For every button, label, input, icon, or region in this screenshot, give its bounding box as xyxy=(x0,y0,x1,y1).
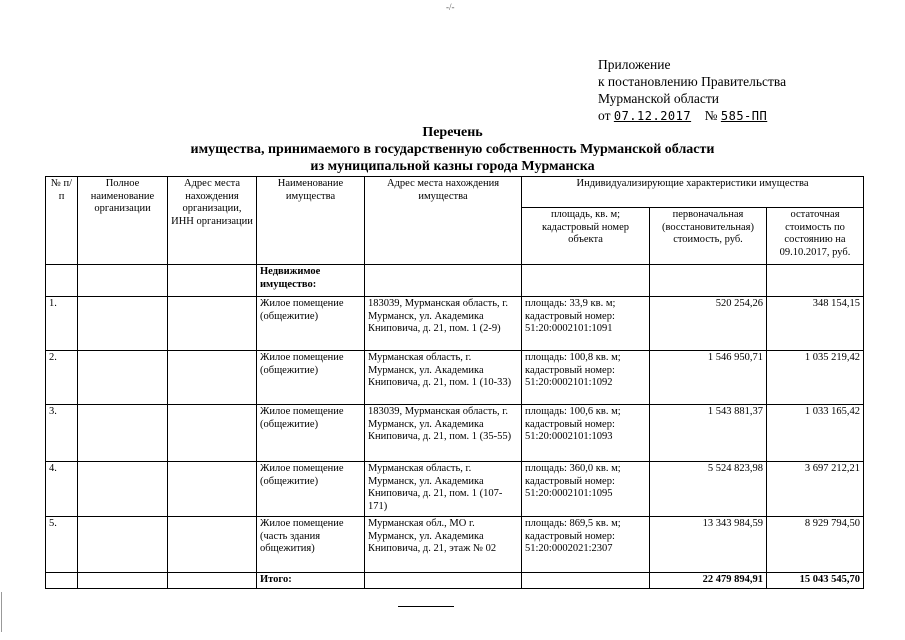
appendix-date-line xyxy=(598,107,786,125)
row-area: площадь: 869,5 кв. м; кадастровый номер: 51:20:0002021:2307 xyxy=(522,517,650,573)
row-property-name: Жилое помещение (общежитие) xyxy=(257,405,365,462)
row-residual-cost: 348 154,15 xyxy=(767,297,864,351)
scan-edge-mark xyxy=(1,592,2,632)
header-org-name: Полное наименование организации xyxy=(78,177,168,265)
row-property-name: Жилое помещение (общежитие) xyxy=(257,297,365,351)
title-line-1: Перечень xyxy=(422,125,483,140)
total-row xyxy=(46,573,864,589)
header-org-address: Адрес места нахождения организации, ИНН организации xyxy=(168,177,257,265)
row-property-address: Мурманская обл., МО г. Мурманск, ул. Академика Книповича, д. 21, этаж № 02 xyxy=(365,517,522,573)
row-area: площадь: 360,0 кв. м; кадастровый номер: 51:20:0002101:1095 xyxy=(522,462,650,517)
total-label: Итого: xyxy=(257,573,365,589)
row-area: площадь: 100,8 кв. м; кадастровый номер: 51:20:0002101:1092 xyxy=(522,351,650,405)
appendix-line-1: Приложение xyxy=(598,57,671,72)
row-residual-cost: 1 033 165,42 xyxy=(767,405,864,462)
title-line-2: имущества, принимаемого в государственную собственность Мурманской области xyxy=(190,142,715,157)
row-initial-cost: 1 543 881,37 xyxy=(650,405,767,462)
top-mark: -/- xyxy=(446,2,455,12)
table-row xyxy=(46,462,864,517)
table-row xyxy=(46,351,864,405)
header-residual-cost: остаточная стоимость по состоянию на 09.10.2017, руб. xyxy=(767,208,864,265)
appendix-line-3: Мурманской области xyxy=(598,91,719,106)
row-residual-cost: 8 929 794,50 xyxy=(767,517,864,573)
total-residual-cost: 15 043 545,70 xyxy=(767,573,864,589)
row-property-name: Жилое помещение (общежитие) xyxy=(257,462,365,517)
row-property-address: Мурманская область, г. Мурманск, ул. Академика Книповича, д. 21, пом. 1 (10-33) xyxy=(365,351,522,405)
row-num: 4. xyxy=(46,462,78,517)
number-label: № xyxy=(704,108,718,123)
table-row xyxy=(46,405,864,462)
title-line-3: из муниципальной казны города Мурманска xyxy=(310,159,595,174)
row-initial-cost: 13 343 984,59 xyxy=(650,517,767,573)
row-property-name: Жилое помещение (общежитие) xyxy=(257,351,365,405)
table-row xyxy=(46,517,864,573)
section-label: Недвижимое имущество: xyxy=(257,265,365,297)
header-area: площадь, кв. м; кадастровый номер объекта xyxy=(522,208,650,265)
row-num: 5. xyxy=(46,517,78,573)
footer-divider xyxy=(398,606,454,607)
row-num: 2. xyxy=(46,351,78,405)
header-property-address: Адрес места нахождения имущества xyxy=(365,177,522,265)
row-area: площадь: 100,6 кв. м; кадастровый номер: 51:20:0002101:1093 xyxy=(522,405,650,462)
row-residual-cost: 3 697 212,21 xyxy=(767,462,864,517)
row-num: 3. xyxy=(46,405,78,462)
header-characteristics: Индивидуализирующие характеристики имущества xyxy=(522,177,864,208)
header-num: № п/п xyxy=(46,177,78,265)
appendix-block xyxy=(598,56,786,125)
row-area: площадь: 33,9 кв. м; кадастровый номер: 51:20:0002101:1091 xyxy=(522,297,650,351)
document-title xyxy=(0,124,905,175)
property-table xyxy=(45,176,864,589)
table-row xyxy=(46,297,864,351)
row-property-address: Мурманская область, г. Мурманск, ул. Академика Книповича, д. 21, пом. 1 (107-171) xyxy=(365,462,522,517)
row-property-address: 183039, Мурманская область, г. Мурманск, ул. Академика Книповича, д. 21, пом. 1 (2-9) xyxy=(365,297,522,351)
section-row xyxy=(46,265,864,297)
row-num: 1. xyxy=(46,297,78,351)
row-initial-cost: 520 254,26 xyxy=(650,297,767,351)
row-initial-cost: 5 524 823,98 xyxy=(650,462,767,517)
row-property-address: 183039, Мурманская область, г. Мурманск, ул. Академика Книповича, д. 21, пом. 1 (35-55) xyxy=(365,405,522,462)
header-property-name: Наименование имущества xyxy=(257,177,365,265)
row-residual-cost: 1 035 219,42 xyxy=(767,351,864,405)
appendix-line-2: к постановлению Правительства xyxy=(598,74,787,89)
row-property-name: Жилое помещение (часть здания общежития) xyxy=(257,517,365,573)
total-initial-cost: 22 479 894,91 xyxy=(650,573,767,589)
header-row xyxy=(46,177,864,208)
from-label: от xyxy=(598,108,611,123)
row-initial-cost: 1 546 950,71 xyxy=(650,351,767,405)
header-initial-cost: первоначальная (восстановительная) стоимость, руб. xyxy=(650,208,767,265)
resolution-date: 07.12.2017 xyxy=(613,109,692,123)
resolution-number: 585-ПП xyxy=(720,109,768,123)
